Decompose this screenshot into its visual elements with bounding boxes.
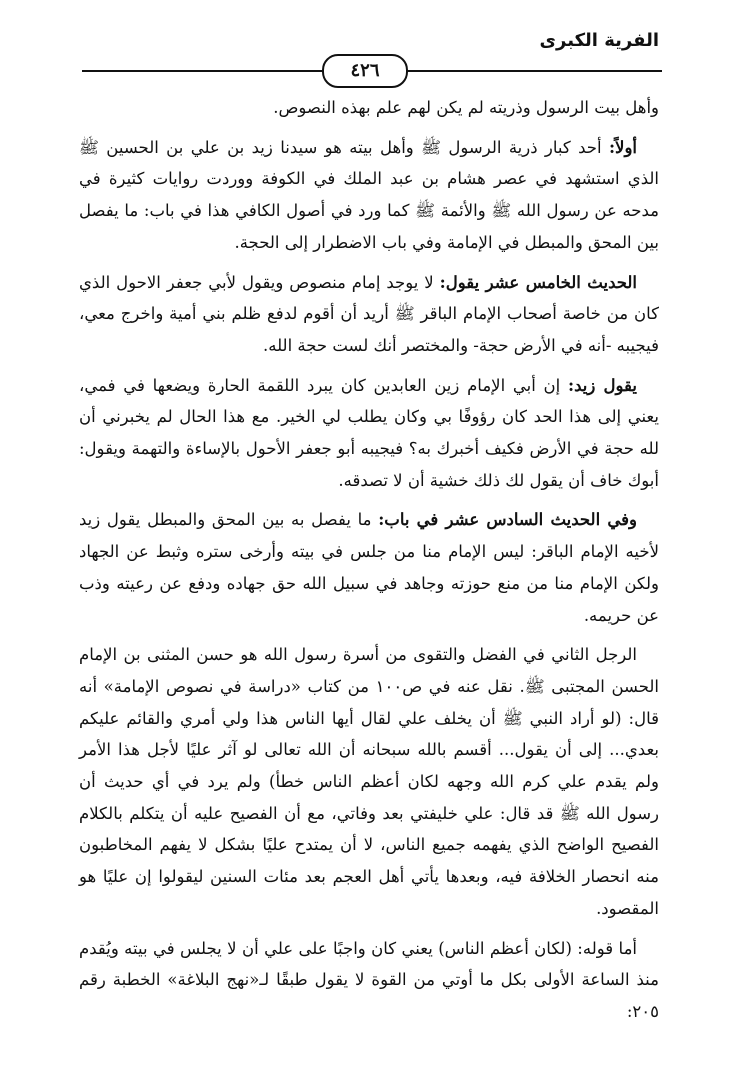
paragraph-text: إن أبي الإمام زين العابدين كان يبرد اللقمة الحارة ويضعها في فمي، يعني إلى هذا الحد كان رؤوفًا بي وكان يطلب لي الخير. مع هذا الحال لم يخبرني أن لله حجة في الأرض فكيف أخبرك به؟ فيجيبه أبو جعفر الأحول بالإساءة والتهمة ويقول: أبوك خاف أن يقول لك ذلك خشية أن لا تصدقه. (79, 375, 659, 490)
paragraph (79, 132, 659, 259)
paragraph (79, 933, 659, 1028)
paragraph-text: أما قوله: (لكان أعظم الناس) يعني كان واجبًا على علي أن لا يجلس في بيته ويُقدم منذ الساعة الأولى بكل ما أوتي من القوة لا يقول طبقًا لـ«نهج البلاغة» الخطبة رقم ٢٠٥: (79, 938, 659, 1021)
paragraph (79, 267, 659, 362)
paragraph-text: ما يفصل به بين المحق والمبطل يقول زيد لأخيه الإمام الباقر: ليس الإمام منا من جلس في بيته وأرخى ستره وثبط عن الجهاد ولكن الإمام منا من منع حوزته وجاهد في سبيل الله حق جهاده ودفع عن رعيته وذب عن حريمه. (79, 510, 659, 625)
paragraph-text: الرجل الثاني في الفضل والتقوى من أسرة رسول الله هو حسن المثنى بن الإمام الحسن المجتبى ﷺ. نقل عنه في ص١٠٠ من كتاب «دراسة في نصوص الإمامة» أنه قال: (لو أراد النبي ﷺ أن يخلف علي لقال أيها الناس هذا ولي أمري والقائم عليكم بعدي... إلى أن يقول... أقسم بالله سبحانه أن الله تعالى لو آثر عليًا لأجل هذا الأمر ولم يقدم علي كرم الله وجهه لكان أعظم الناس خطأ) ولم يرد في أي حديث أن رسول الله ﷺ قد قال: علي خليفتي بعد وفاتي، مع أن الفصيح عليه أن يتكلم بالكلام الفصيح الواضح الذي يفهمه جميع الناس، لا أن يمتدح عليًا بشكل لا يفهم المخاطبون منه انحصار الخلافة فيه، وبعدها يأتي أهل العجم بعد مئات السنين ليقولوا إن عليًا هو المقصود. (79, 645, 659, 918)
paragraph (79, 504, 659, 631)
paragraph-text: أحد كبار ذرية الرسول ﷺ وأهل بيته هو سيدنا زيد بن علي بن الحسين ﷺ الذي استشهد في عصر هشام بن عبد الملك في الكوفة ووردت روايات كثيرة في مدحه عن رسول الله ﷺ والأئمة ﷺ كما ورد في أصول الكافي هذا في باب: ما يفصل بين المحق والمبطل في الإمامة وفي باب الاضطرار إلى الحجة. (79, 137, 659, 252)
paragraph-text: لا يوجد إمام منصوص ويقول لأبي جعفر الاحول الذي كان من خاصة أصحاب الإمام الباقر ﷺ أريد أن أقوم لدفع ظلم بني أمية واخرج معي، فيجيبه -أنه في الأرض حجة- والمختصر أنك لست حجة الله. (79, 272, 659, 355)
paragraph-lead: أولاً: (608, 137, 637, 157)
paragraph-lead: يقول زيد: (568, 375, 637, 395)
paragraph-lead: الحديث الخامس عشر يقول: (439, 272, 637, 292)
paragraph (79, 639, 659, 924)
paragraph-lead: وفي الحديث السادس عشر في باب: (378, 510, 637, 530)
paragraph (79, 370, 659, 497)
running-title: الفرية الكبرى (539, 30, 659, 51)
paragraph-text: وأهل بيت الرسول وذريته لم يكن لهم علم بهذه النصوص. (273, 98, 659, 117)
page-number-badge: ٤٢٦ (322, 54, 408, 88)
paragraph (79, 92, 659, 124)
body-text (79, 92, 659, 1036)
